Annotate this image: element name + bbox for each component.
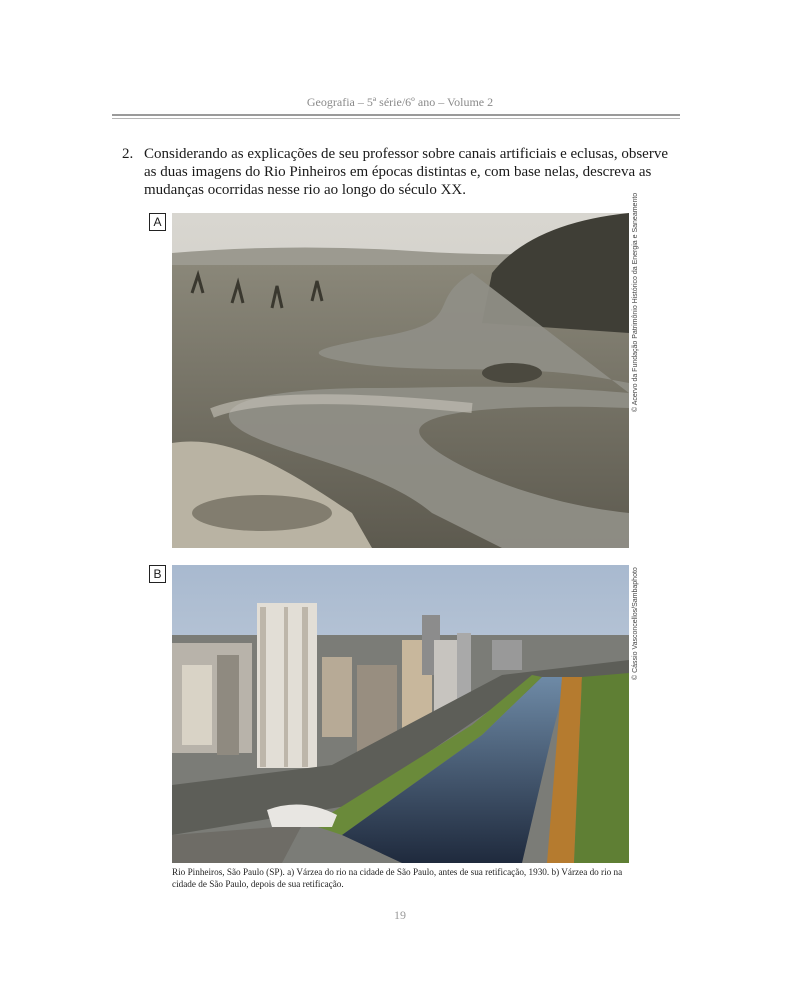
- figure-caption: Rio Pinheiros, São Paulo (SP). a) Várzea do rio na cidade de São Paulo, antes de sua retificação, 1930. b) Várzea do rio na cidade de São Paulo, depois de sua retificação.: [172, 867, 623, 889]
- header-rule-thin: [112, 118, 680, 119]
- photo-a-credit: © Acervo da Fundação Patrimônio Histórico da Energia e Saneamento: [632, 192, 639, 412]
- header-rule: [112, 114, 680, 116]
- question-2: [122, 145, 682, 199]
- photo-b-modern-river: [172, 565, 629, 863]
- photo-b-credit: © Cássio Vasconcellos/Sambaphoto: [632, 567, 639, 680]
- question-text: Considerando as explicações de seu professor sobre canais artificiais e eclusas, observe as duas imagens do Rio Pinheiros em épocas distintas e, com base nelas, descreva as mudanças ocorridas nesse rio ao longo do século XX.: [144, 146, 668, 198]
- running-header: Geografia – 5ª série/6º ano – Volume 2: [306, 95, 494, 109]
- photo-a-old-river: [172, 213, 629, 548]
- question-number: 2.: [122, 146, 134, 162]
- photo-a-label: A: [149, 213, 166, 231]
- page-number: 19: [394, 908, 406, 922]
- photo-b-label: B: [149, 565, 166, 583]
